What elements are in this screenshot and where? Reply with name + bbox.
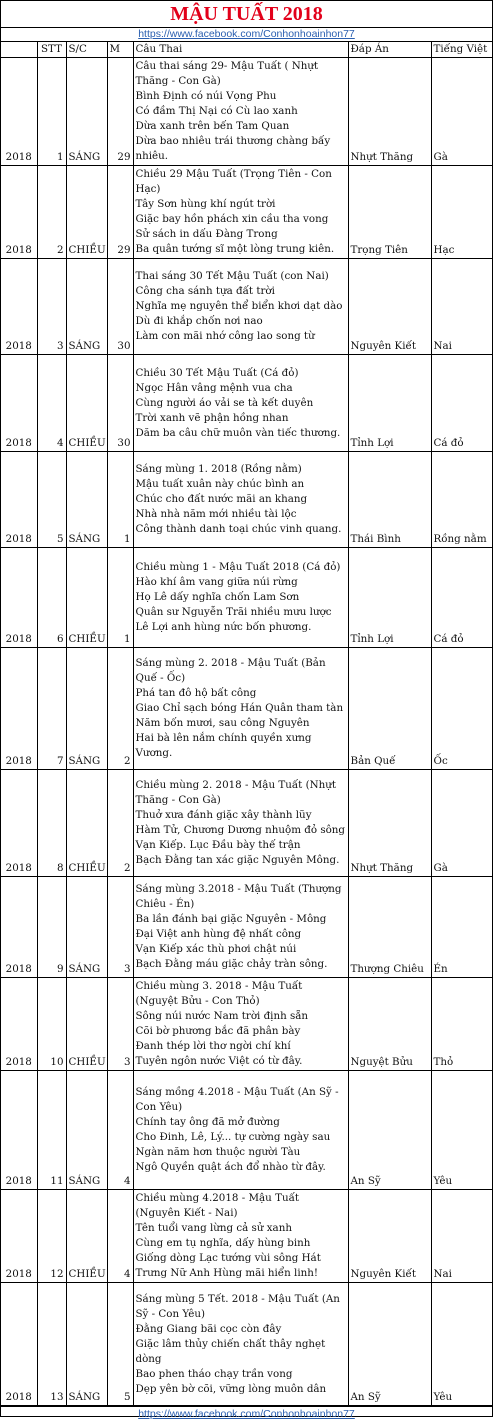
riddle-line: Hai bà lên nắm chính quyền xưng Vương. <box>135 732 312 759</box>
day-cell: 2 <box>107 648 133 770</box>
answer-cell: Tỉnh Lợi <box>348 548 431 648</box>
riddle-table <box>1 42 492 1406</box>
column-header-year <box>1 42 37 58</box>
riddle-line: Sáng mùng 5 Tết. 2018 - Mậu Tuất (An Sỹ - Con Yêu) <box>135 1292 340 1320</box>
animal-cell: Cá đỏ <box>431 548 492 648</box>
facebook-link-bottom[interactable]: https://www.facebook.com/Conhonhoainhon77 <box>1 1406 492 1421</box>
table-row <box>1 1190 492 1283</box>
table-row <box>1 548 492 648</box>
day-cell: 29 <box>107 166 133 259</box>
table-row <box>1 259 492 355</box>
day-cell: 1 <box>107 452 133 548</box>
riddle-line: Công thành danh toại chúc vinh quang. <box>135 523 342 535</box>
riddle-line: Trưng Nữ Anh Hùng mãi hiển linh! <box>135 1267 319 1279</box>
year-cell: 2018 <box>1 1190 37 1283</box>
riddle-line: Dù đi khắp chốn nơi nao <box>135 315 263 327</box>
column-header-cau-thai: Câu Thai <box>133 42 348 58</box>
riddle-line: Ba quân tướng sĩ một lòng trung kiên. <box>135 243 335 255</box>
stt-cell: 1 <box>37 58 66 166</box>
table-row <box>1 648 492 770</box>
stt-cell: 2 <box>37 166 66 259</box>
riddle-line: Năm bốn mươi, sau công Nguyên <box>135 717 310 729</box>
riddle-line: Hàm Tử, Chương Dương nhuộm đỏ sông <box>135 824 346 836</box>
riddle-cell <box>133 355 348 452</box>
riddle-line: Tuyên ngôn nước Việt có từ đây. <box>135 1055 303 1067</box>
riddle-cell <box>133 1190 348 1283</box>
table-row <box>1 770 492 877</box>
riddle-line: Thai sáng 30 Tết Mậu Tuất (con Nai) <box>135 270 329 282</box>
riddle-line: Bạch Đằng máu giặc chảy tràn sông. <box>135 958 328 970</box>
riddle-line: Sáng mồng 4.2018 - Mậu Tuất (An Sỹ - Con Yêu) <box>135 1086 339 1113</box>
session-cell: CHIỀU <box>66 770 107 877</box>
riddle-line: Đanh thép lời thơ ngời chí khí <box>135 1040 291 1052</box>
animal-cell: Nai <box>431 1190 492 1283</box>
riddle-cell <box>133 166 348 259</box>
riddle-line: Cõi bờ phương bắc đã phân bày <box>135 1025 301 1037</box>
stt-cell: 10 <box>37 978 66 1071</box>
session-cell: SÁNG <box>66 58 107 166</box>
day-cell: 1 <box>107 548 133 648</box>
year-cell: 2018 <box>1 166 37 259</box>
riddle-line: Công cha sánh tựa đất trời <box>135 285 275 297</box>
riddle-line: Nhà nhà năm mới nhiều tài lộc <box>135 508 297 520</box>
year-cell: 2018 <box>1 452 37 548</box>
answer-cell: Nguyệt Bửu <box>348 978 431 1071</box>
year-cell: 2018 <box>1 548 37 648</box>
table-row <box>1 355 492 452</box>
riddle-cell <box>133 259 348 355</box>
riddle-line: Thuở xưa đánh giặc xây thành lũy <box>135 809 312 821</box>
stt-cell: 3 <box>37 259 66 355</box>
table-row <box>1 1071 492 1190</box>
riddle-line: Họ Lê dấy nghĩa chốn Lam Sơn <box>135 591 300 603</box>
riddle-line: Cùng người áo vải se tà kết duyên <box>135 396 314 409</box>
answer-cell: Nhựt Thăng <box>348 58 431 166</box>
answer-cell: Bản Quế <box>348 648 431 770</box>
stt-cell: 8 <box>37 770 66 877</box>
session-cell: CHIỀU <box>66 355 107 452</box>
animal-cell: Gà <box>431 58 492 166</box>
animal-cell: Nai <box>431 259 492 355</box>
column-header-tieng-viet: Tiếng Việt <box>431 42 492 58</box>
answer-cell: Nguyên Kiết <box>348 259 431 355</box>
riddle-line: Nghĩa mẹ nguyên thể biển khơi dạt dào <box>135 300 343 312</box>
riddle-line: Dừa xanh trên bến Tam Quan <box>135 120 290 132</box>
year-cell: 2018 <box>1 648 37 770</box>
riddle-cell <box>133 1071 348 1190</box>
animal-cell: Yêu <box>431 1283 492 1406</box>
riddle-cell <box>133 770 348 877</box>
table-row <box>1 58 492 166</box>
animal-cell: Én <box>431 877 492 978</box>
table-row <box>1 166 492 259</box>
riddle-line: Vạn Kiếp xác thù phơi chật núi <box>135 943 297 955</box>
year-cell: 2018 <box>1 355 37 452</box>
riddle-line: Bạch Đằng tan xác giặc Nguyên Mông. <box>135 854 340 866</box>
riddle-line: Chiều 29 Mậu Tuất (Trọng Tiên - Con Hạc) <box>135 168 332 195</box>
answer-cell: Thái Bình <box>348 452 431 548</box>
riddle-cell <box>133 978 348 1071</box>
session-cell: SÁNG <box>66 259 107 355</box>
riddle-line: Ngàn năm hơn thuộc người Tàu <box>135 1146 301 1158</box>
riddle-line: Giao Chỉ sạch bóng Hán Quân tham tàn <box>135 702 344 714</box>
riddle-line: Mậu tuất xuân này chúc bình an <box>135 478 305 490</box>
riddle-line: Sử sách in dấu Đàng Trong <box>135 228 278 240</box>
year-cell: 2018 <box>1 770 37 877</box>
riddle-line: Giặc bay hồn phách xin cầu tha vong <box>135 213 329 225</box>
riddle-line: Ba lần đánh bại giặc Nguyên - Mông <box>135 913 327 925</box>
session-cell: CHIỀU <box>66 548 107 648</box>
riddle-line: Hào khí âm vang giữa núi rừng <box>135 576 298 588</box>
riddle-line: Chiều mùng 3. 2018 - Mậu Tuất (Nguyệt Bửu - Con Thỏ) <box>135 980 303 1007</box>
day-cell: 4 <box>107 1190 133 1283</box>
riddle-line: Chiều 30 Tết Mậu Tuất (Cá đỏ) <box>135 366 299 379</box>
session-cell: CHIỀU <box>66 166 107 259</box>
riddle-cell <box>133 648 348 770</box>
riddle-line: Chiều mùng 1 - Mậu Tuất 2018 (Cá đỏ) <box>135 561 341 573</box>
riddle-line: Sông núi nước Nam trời định sẵn <box>135 1010 309 1022</box>
year-cell: 2018 <box>1 978 37 1071</box>
riddle-line: Quân sư Nguyễn Trãi nhiều mưu lược <box>135 606 332 618</box>
animal-cell: Rồng nằm <box>431 452 492 548</box>
answer-cell: An Sỹ <box>348 1283 431 1406</box>
animal-cell: Hạc <box>431 166 492 259</box>
riddle-line: Cùng em tụ nghĩa, dấy hùng binh <box>135 1237 311 1249</box>
riddle-line: Bình Định có núi Vọng Phu <box>135 90 277 102</box>
column-header-m: M <box>107 42 133 58</box>
riddle-line: Phá tan đô hộ bất công <box>135 687 257 699</box>
year-cell: 2018 <box>1 877 37 978</box>
riddle-line: Làm con mãi nhớ công lao song từ <box>135 330 315 342</box>
header-row <box>1 42 492 58</box>
riddle-cell <box>133 548 348 648</box>
riddle-line: Có đầm Thị Nại có Cù lao xanh <box>135 105 298 117</box>
stt-cell: 4 <box>37 355 66 452</box>
animal-cell: Ốc <box>431 648 492 770</box>
year-cell: 2018 <box>1 58 37 166</box>
stt-cell: 9 <box>37 877 66 978</box>
day-cell: 3 <box>107 877 133 978</box>
riddle-line: Ngọc Hân vâng mệnh vua cha <box>135 381 293 394</box>
riddle-line: Giống dòng Lạc tướng vùi sông Hát <box>135 1252 321 1264</box>
year-cell: 2018 <box>1 1283 37 1406</box>
session-cell: SÁNG <box>66 877 107 978</box>
riddle-line: Chính tay ông đã mở đường <box>135 1116 280 1128</box>
table-row <box>1 1283 492 1406</box>
page-title: MẬU TUẤT 2018 <box>1 1 492 28</box>
answer-cell: Trọng Tiên <box>348 166 431 259</box>
table-row <box>1 877 492 978</box>
answer-cell: Nhựt Thăng <box>348 770 431 877</box>
animal-cell: Thỏ <box>431 978 492 1071</box>
stt-cell: 6 <box>37 548 66 648</box>
riddle-line: Sáng mùng 2. 2018 - Mậu Tuất (Bản Quế - Ốc) <box>135 657 326 684</box>
riddle-line: Cho Đinh, Lê, Lý... tự cường ngày sau <box>135 1131 331 1143</box>
stt-cell: 12 <box>37 1190 66 1283</box>
riddle-line: Dừa bao nhiêu trái thương chàng bấy nhiêu. <box>135 135 331 162</box>
riddle-cell <box>133 877 348 978</box>
animal-cell: Gà <box>431 770 492 877</box>
year-cell: 2018 <box>1 1071 37 1190</box>
riddle-line: Tên tuổi vang lừng cả sử xanh <box>135 1222 292 1234</box>
day-cell: 4 <box>107 1071 133 1190</box>
day-cell: 2 <box>107 770 133 877</box>
day-cell: 29 <box>107 58 133 166</box>
session-cell: SÁNG <box>66 452 107 548</box>
session-cell: SÁNG <box>66 1071 107 1190</box>
column-header-stt: STT <box>37 42 66 58</box>
riddle-line: Lê Lợi anh hùng nức bốn phương. <box>135 621 312 633</box>
day-cell: 30 <box>107 259 133 355</box>
session-cell: SÁNG <box>66 1283 107 1406</box>
session-cell: CHIỀU <box>66 1190 107 1283</box>
facebook-link-top[interactable]: https://www.facebook.com/Conhonhoainhon77 <box>1 28 492 42</box>
stt-cell: 13 <box>37 1283 66 1406</box>
riddle-line: Chiều mùng 2. 2018 - Mậu Tuất (Nhựt Thăng - Con Gà) <box>135 779 336 806</box>
day-cell: 3 <box>107 978 133 1071</box>
riddle-cell <box>133 58 348 166</box>
stt-cell: 7 <box>37 648 66 770</box>
riddle-line: Sáng mùng 3.2018 - Mậu Tuất (Thượng Chiêu - Én) <box>135 883 342 910</box>
riddle-line: Tây Sơn hùng khí ngút trời <box>135 198 276 210</box>
riddle-line: Dẹp yên bờ cõi, vững lòng muôn dân <box>135 1382 327 1395</box>
animal-cell: Yêu <box>431 1071 492 1190</box>
riddle-line: Ngô Quyền quật ách đổ nhào từ đây. <box>135 1161 326 1173</box>
year-cell: 2018 <box>1 259 37 355</box>
session-cell: CHIỀU <box>66 978 107 1071</box>
riddle-cell <box>133 452 348 548</box>
answer-cell: Tỉnh Lợi <box>348 355 431 452</box>
answer-cell: An Sỹ <box>348 1071 431 1190</box>
riddle-line: Câu thai sáng 29- Mậu Tuất ( Nhựt Thăng - Con Gà) <box>135 60 319 87</box>
riddle-line: Dăm ba câu chữ muôn vàn tiếc thương. <box>135 426 341 439</box>
day-cell: 5 <box>107 1283 133 1406</box>
answer-cell: Nguyên Kiết <box>348 1190 431 1283</box>
day-cell: 30 <box>107 355 133 452</box>
riddle-cell <box>133 1283 348 1406</box>
riddle-line: Bao phen tháo chạy trần vong <box>135 1367 293 1380</box>
riddle-line: Đằng Giang bãi cọc còn đây <box>135 1322 282 1335</box>
riddle-line: Chúc cho đất nước mãi an khang <box>135 493 308 505</box>
riddle-line: Đại Việt anh hùng đệ nhất công <box>135 928 302 940</box>
riddle-line: Vạn Kiếp. Lục Đầu bày thế trận <box>135 839 301 851</box>
table-row <box>1 452 492 548</box>
stt-cell: 5 <box>37 452 66 548</box>
stt-cell: 11 <box>37 1071 66 1190</box>
table-row <box>1 978 492 1071</box>
session-cell: SÁNG <box>66 648 107 770</box>
answer-cell: Thượng Chiêu <box>348 877 431 978</box>
riddle-line: Trời xanh vẽ phận hồng nhan <box>135 411 289 424</box>
riddle-line: Sáng mùng 1. 2018 (Rồng nằm) <box>135 463 302 475</box>
riddle-line: Chiều mùng 4.2018 - Mậu Tuất (Nguyên Kiết - Nai) <box>135 1192 300 1219</box>
riddle-line: Giặc lâm thủy chiến chất thây nghẹt dòng <box>135 1337 326 1365</box>
animal-cell: Cá đỏ <box>431 355 492 452</box>
column-header-dap-an: Đáp Án <box>348 42 431 58</box>
column-header-sc: S/C <box>66 42 107 58</box>
